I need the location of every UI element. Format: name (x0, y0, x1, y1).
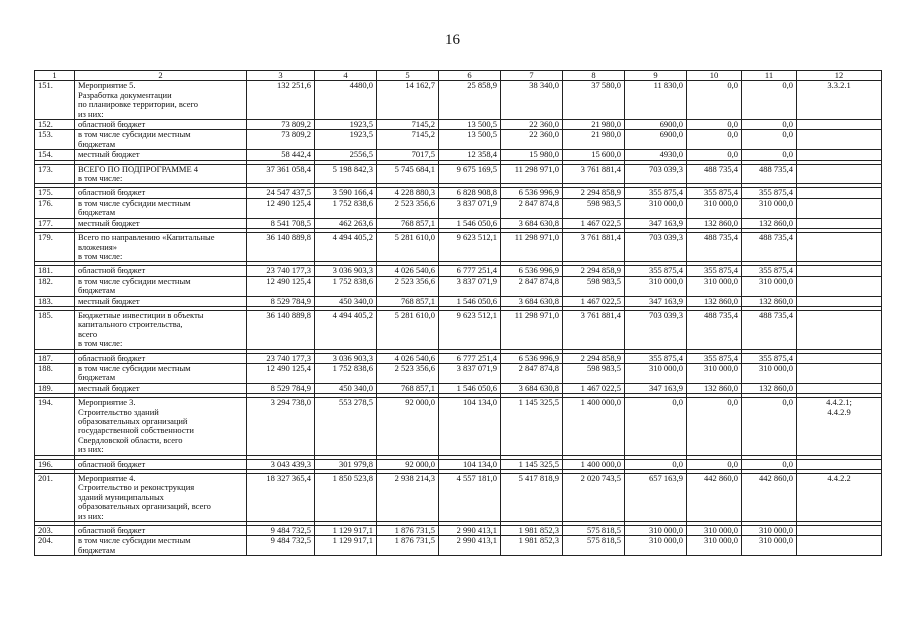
table-row (35, 164, 882, 184)
value-cell: 598 983,5 (563, 276, 625, 296)
value-cell: 3 043 439,3 (247, 459, 315, 469)
value-cell: 598 983,5 (563, 363, 625, 383)
value-cell: 132 860,0 (742, 383, 797, 393)
target-reference (797, 233, 882, 262)
value-cell: 488 735,4 (742, 164, 797, 184)
value-cell: 13 500,5 (439, 130, 501, 150)
value-cell: 575 818,5 (563, 526, 625, 536)
value-cell: 1 400 000,0 (563, 459, 625, 469)
row-number: 179. (35, 233, 75, 262)
value-cell: 2 990 413,1 (439, 536, 501, 556)
value-cell: 38 340,0 (501, 81, 563, 120)
value-cell: 347 163,9 (625, 218, 687, 228)
value-cell: 768 857,1 (377, 218, 439, 228)
value-cell: 13 500,5 (439, 120, 501, 130)
row-name: областной бюджет (75, 459, 247, 469)
value-cell: 15 600,0 (563, 150, 625, 160)
row-name: Всего по направлению «Капитальные вложения» в том числе: (75, 233, 247, 262)
table-row (35, 383, 882, 393)
row-name: областной бюджет (75, 353, 247, 363)
table-row (35, 536, 882, 556)
value-cell: 3 761 881,4 (563, 310, 625, 349)
row-number: 185. (35, 310, 75, 349)
value-cell: 3 036 903,3 (315, 353, 377, 363)
value-cell: 73 809,2 (247, 130, 315, 150)
table-row (35, 310, 882, 349)
value-cell: 2 847 874,8 (501, 276, 563, 296)
value-cell: 310 000,0 (742, 536, 797, 556)
value-cell: 2556,5 (315, 150, 377, 160)
value-cell: 9 484 732,5 (247, 526, 315, 536)
value-cell: 3 761 881,4 (563, 233, 625, 262)
value-cell: 1 752 838,6 (315, 198, 377, 218)
value-cell: 488 735,4 (742, 310, 797, 349)
column-header-7: 7 (501, 71, 563, 81)
value-cell: 355 875,4 (742, 353, 797, 363)
row-name: областной бюджет (75, 266, 247, 276)
value-cell: 73 809,2 (247, 120, 315, 130)
value-cell: 21 980,0 (563, 130, 625, 150)
table-row (35, 198, 882, 218)
value-cell: 310 000,0 (742, 363, 797, 383)
value-cell: 0,0 (742, 150, 797, 160)
table-row (35, 233, 882, 262)
value-cell: 488 735,4 (687, 233, 742, 262)
value-cell: 5 417 818,9 (501, 474, 563, 522)
value-cell: 310 000,0 (742, 526, 797, 536)
value-cell: 7145,2 (377, 130, 439, 150)
value-cell: 5 281 610,0 (377, 233, 439, 262)
value-cell: 2 020 743,5 (563, 474, 625, 522)
value-cell: 450 340,0 (315, 383, 377, 393)
value-cell: 6 777 251,4 (439, 266, 501, 276)
value-cell: 3 837 071,9 (439, 363, 501, 383)
target-reference (797, 363, 882, 383)
value-cell: 132 251,6 (247, 81, 315, 120)
column-header-10: 10 (687, 71, 742, 81)
table-row (35, 218, 882, 228)
column-number-row (35, 71, 882, 81)
value-cell: 3 294 738,0 (247, 398, 315, 455)
value-cell: 0,0 (742, 120, 797, 130)
row-name: местный бюджет (75, 383, 247, 393)
table-row (35, 120, 882, 130)
value-cell: 1 546 050,6 (439, 383, 501, 393)
value-cell: 0,0 (742, 130, 797, 150)
value-cell: 92 000,0 (377, 459, 439, 469)
target-reference (797, 536, 882, 556)
row-name: в том числе субсидии местным бюджетам (75, 276, 247, 296)
value-cell: 2 847 874,8 (501, 198, 563, 218)
value-cell: 3 684 630,8 (501, 218, 563, 228)
target-reference: 4.4.2.1; 4.4.2.9 (797, 398, 882, 455)
value-cell: 347 163,9 (625, 383, 687, 393)
row-number: 175. (35, 188, 75, 198)
value-cell: 1 467 022,5 (563, 296, 625, 306)
value-cell: 0,0 (742, 398, 797, 455)
target-reference (797, 526, 882, 536)
row-name: областной бюджет (75, 188, 247, 198)
table-row (35, 398, 882, 455)
table-row (35, 150, 882, 160)
value-cell: 2 294 858,9 (563, 188, 625, 198)
value-cell: 9 623 512,1 (439, 233, 501, 262)
value-cell: 553 278,5 (315, 398, 377, 455)
value-cell: 6 536 996,9 (501, 353, 563, 363)
value-cell: 310 000,0 (625, 276, 687, 296)
row-name: местный бюджет (75, 296, 247, 306)
value-cell: 310 000,0 (625, 363, 687, 383)
table-row (35, 296, 882, 306)
value-cell: 703 039,3 (625, 233, 687, 262)
value-cell: 3 590 166,4 (315, 188, 377, 198)
value-cell: 355 875,4 (687, 266, 742, 276)
value-cell: 1 752 838,6 (315, 363, 377, 383)
target-reference (797, 383, 882, 393)
row-number: 151. (35, 81, 75, 120)
row-number: 154. (35, 150, 75, 160)
value-cell: 58 442,4 (247, 150, 315, 160)
row-number: 173. (35, 164, 75, 184)
value-cell: 25 858,9 (439, 81, 501, 120)
value-cell: 1 752 838,6 (315, 276, 377, 296)
value-cell: 0,0 (625, 398, 687, 455)
table-row (35, 363, 882, 383)
value-cell: 310 000,0 (625, 198, 687, 218)
value-cell: 0,0 (625, 459, 687, 469)
value-cell: 310 000,0 (742, 276, 797, 296)
value-cell: 92 000,0 (377, 398, 439, 455)
target-reference (797, 150, 882, 160)
value-cell: 310 000,0 (687, 526, 742, 536)
value-cell: 1 850 523,8 (315, 474, 377, 522)
value-cell: 4 026 540,6 (377, 266, 439, 276)
value-cell: 0,0 (742, 459, 797, 469)
value-cell: 132 860,0 (687, 218, 742, 228)
value-cell: 442 860,0 (742, 474, 797, 522)
row-number: 181. (35, 266, 75, 276)
target-reference (797, 130, 882, 150)
row-name: Мероприятие 4. Строительство и реконструкция зданий муниципальных образовательных организаций, всего из них: (75, 474, 247, 522)
value-cell: 1 876 731,5 (377, 526, 439, 536)
value-cell: 9 623 512,1 (439, 310, 501, 349)
value-cell: 355 875,4 (625, 353, 687, 363)
value-cell: 37 580,0 (563, 81, 625, 120)
value-cell: 1 876 731,5 (377, 536, 439, 556)
value-cell: 12 358,4 (439, 150, 501, 160)
value-cell: 575 818,5 (563, 536, 625, 556)
value-cell: 442 860,0 (687, 474, 742, 522)
value-cell: 301 979,8 (315, 459, 377, 469)
page-number: 16 (445, 32, 460, 48)
target-reference (797, 296, 882, 306)
row-number: 189. (35, 383, 75, 393)
value-cell: 1 145 325,5 (501, 459, 563, 469)
value-cell: 2 294 858,9 (563, 266, 625, 276)
value-cell: 9 675 169,5 (439, 164, 501, 184)
value-cell: 3 761 881,4 (563, 164, 625, 184)
value-cell: 37 361 058,4 (247, 164, 315, 184)
column-header-9: 9 (625, 71, 687, 81)
value-cell: 5 745 684,1 (377, 164, 439, 184)
value-cell: 132 860,0 (742, 296, 797, 306)
value-cell: 488 735,4 (687, 310, 742, 349)
row-number: 203. (35, 526, 75, 536)
value-cell: 2 523 356,6 (377, 198, 439, 218)
target-reference (797, 459, 882, 469)
row-name: Мероприятие 5. Разработка документации по планировке территории, всего из них: (75, 81, 247, 120)
value-cell: 104 134,0 (439, 459, 501, 469)
table-row (35, 130, 882, 150)
table-row (35, 81, 882, 120)
value-cell: 1 981 852,3 (501, 526, 563, 536)
value-cell: 768 857,1 (377, 383, 439, 393)
target-reference (797, 266, 882, 276)
value-cell: 3 837 071,9 (439, 276, 501, 296)
value-cell: 4480,0 (315, 81, 377, 120)
value-cell: 2 938 214,3 (377, 474, 439, 522)
table-row (35, 526, 882, 536)
row-name: местный бюджет (75, 150, 247, 160)
value-cell: 488 735,4 (742, 233, 797, 262)
value-cell: 703 039,3 (625, 164, 687, 184)
value-cell: 4 557 181,0 (439, 474, 501, 522)
value-cell: 310 000,0 (687, 363, 742, 383)
value-cell: 355 875,4 (742, 188, 797, 198)
value-cell: 3 036 903,3 (315, 266, 377, 276)
column-header-5: 5 (377, 71, 439, 81)
value-cell: 11 830,0 (625, 81, 687, 120)
row-number: 196. (35, 459, 75, 469)
row-number: 188. (35, 363, 75, 383)
value-cell: 11 298 971,0 (501, 233, 563, 262)
value-cell: 1 400 000,0 (563, 398, 625, 455)
value-cell: 22 360,0 (501, 120, 563, 130)
table-row (35, 188, 882, 198)
row-name: Мероприятие 3. Строительство зданий образовательных организаций государственной собственности Свердловской области, всего из них: (75, 398, 247, 455)
value-cell: 598 983,5 (563, 198, 625, 218)
value-cell: 0,0 (687, 81, 742, 120)
row-number: 187. (35, 353, 75, 363)
value-cell: 310 000,0 (687, 276, 742, 296)
value-cell: 1 145 325,5 (501, 398, 563, 455)
value-cell: 2 523 356,6 (377, 276, 439, 296)
column-header-12: 12 (797, 71, 882, 81)
value-cell: 21 980,0 (563, 120, 625, 130)
value-cell: 12 490 125,4 (247, 363, 315, 383)
target-reference (797, 310, 882, 349)
value-cell: 310 000,0 (625, 536, 687, 556)
value-cell: 8 529 784,9 (247, 296, 315, 306)
value-cell: 8 529 784,9 (247, 383, 315, 393)
value-cell: 6900,0 (625, 130, 687, 150)
value-cell: 4 026 540,6 (377, 353, 439, 363)
value-cell: 0,0 (687, 150, 742, 160)
column-header-4: 4 (315, 71, 377, 81)
value-cell: 15 980,0 (501, 150, 563, 160)
value-cell: 3 837 071,9 (439, 198, 501, 218)
target-reference (797, 188, 882, 198)
value-cell: 6 777 251,4 (439, 353, 501, 363)
row-name: Бюджетные инвестиции в объекты капитального строительства, всего в том числе: (75, 310, 247, 349)
row-number: 183. (35, 296, 75, 306)
value-cell: 0,0 (687, 459, 742, 469)
value-cell: 1 546 050,6 (439, 296, 501, 306)
table-row (35, 459, 882, 469)
table-row (35, 266, 882, 276)
column-header-1: 1 (35, 71, 75, 81)
budget-table (34, 70, 882, 556)
value-cell: 703 039,3 (625, 310, 687, 349)
value-cell: 6 536 996,9 (501, 266, 563, 276)
row-name: областной бюджет (75, 120, 247, 130)
row-name: в том числе субсидии местным бюджетам (75, 130, 247, 150)
value-cell: 3 684 630,8 (501, 383, 563, 393)
column-header-8: 8 (563, 71, 625, 81)
target-reference (797, 198, 882, 218)
value-cell: 3 684 630,8 (501, 296, 563, 306)
value-cell: 4930,0 (625, 150, 687, 160)
value-cell: 14 162,7 (377, 81, 439, 120)
value-cell: 310 000,0 (625, 526, 687, 536)
value-cell: 4 228 880,3 (377, 188, 439, 198)
value-cell: 24 547 437,5 (247, 188, 315, 198)
value-cell: 1 129 917,1 (315, 526, 377, 536)
value-cell: 12 490 125,4 (247, 276, 315, 296)
row-number: 182. (35, 276, 75, 296)
table-row (35, 353, 882, 363)
row-name: местный бюджет (75, 218, 247, 228)
value-cell: 132 860,0 (687, 383, 742, 393)
value-cell: 4 494 405,2 (315, 310, 377, 349)
value-cell: 0,0 (742, 81, 797, 120)
value-cell: 2 847 874,8 (501, 363, 563, 383)
value-cell: 6 536 996,9 (501, 188, 563, 198)
value-cell: 11 298 971,0 (501, 164, 563, 184)
value-cell: 1 546 050,6 (439, 218, 501, 228)
value-cell: 1 467 022,5 (563, 218, 625, 228)
value-cell: 4 494 405,2 (315, 233, 377, 262)
value-cell: 104 134,0 (439, 398, 501, 455)
column-header-3: 3 (247, 71, 315, 81)
value-cell: 450 340,0 (315, 296, 377, 306)
row-number: 204. (35, 536, 75, 556)
value-cell: 355 875,4 (742, 266, 797, 276)
value-cell: 36 140 889,8 (247, 310, 315, 349)
value-cell: 23 740 177,3 (247, 353, 315, 363)
target-reference (797, 120, 882, 130)
row-number: 201. (35, 474, 75, 522)
value-cell: 2 523 356,6 (377, 363, 439, 383)
table-header (35, 71, 882, 81)
value-cell: 2 990 413,1 (439, 526, 501, 536)
value-cell: 310 000,0 (687, 536, 742, 556)
value-cell: 23 740 177,3 (247, 266, 315, 276)
row-number: 176. (35, 198, 75, 218)
target-reference: 4.4.2.2 (797, 474, 882, 522)
table-body (35, 81, 882, 556)
value-cell: 0,0 (687, 120, 742, 130)
value-cell: 355 875,4 (625, 266, 687, 276)
column-header-11: 11 (742, 71, 797, 81)
value-cell: 355 875,4 (687, 353, 742, 363)
value-cell: 355 875,4 (625, 188, 687, 198)
value-cell: 657 163,9 (625, 474, 687, 522)
value-cell: 768 857,1 (377, 296, 439, 306)
value-cell: 11 298 971,0 (501, 310, 563, 349)
target-reference (797, 353, 882, 363)
value-cell: 5 198 842,3 (315, 164, 377, 184)
value-cell: 2 294 858,9 (563, 353, 625, 363)
value-cell: 9 484 732,5 (247, 536, 315, 556)
row-number: 153. (35, 130, 75, 150)
value-cell: 132 860,0 (687, 296, 742, 306)
value-cell: 1 129 917,1 (315, 536, 377, 556)
value-cell: 6900,0 (625, 120, 687, 130)
value-cell: 310 000,0 (687, 198, 742, 218)
value-cell: 310 000,0 (742, 198, 797, 218)
target-reference: 3.3.2.1 (797, 81, 882, 120)
value-cell: 488 735,4 (687, 164, 742, 184)
row-name: в том числе субсидии местным бюджетам (75, 536, 247, 556)
table-row (35, 276, 882, 296)
value-cell: 7017,5 (377, 150, 439, 160)
row-name: в том числе субсидии местным бюджетам (75, 198, 247, 218)
value-cell: 12 490 125,4 (247, 198, 315, 218)
value-cell: 36 140 889,8 (247, 233, 315, 262)
target-reference (797, 218, 882, 228)
value-cell: 1923,5 (315, 120, 377, 130)
row-name: областной бюджет (75, 526, 247, 536)
row-number: 194. (35, 398, 75, 455)
value-cell: 347 163,9 (625, 296, 687, 306)
table-row (35, 474, 882, 522)
value-cell: 5 281 610,0 (377, 310, 439, 349)
value-cell: 0,0 (687, 130, 742, 150)
value-cell: 0,0 (687, 398, 742, 455)
target-reference (797, 276, 882, 296)
row-number: 152. (35, 120, 75, 130)
value-cell: 1 467 022,5 (563, 383, 625, 393)
column-header-6: 6 (439, 71, 501, 81)
target-reference (797, 164, 882, 184)
row-number: 177. (35, 218, 75, 228)
value-cell: 462 263,6 (315, 218, 377, 228)
value-cell: 8 541 708,5 (247, 218, 315, 228)
row-name: в том числе субсидии местным бюджетам (75, 363, 247, 383)
value-cell: 7145,2 (377, 120, 439, 130)
column-header-2: 2 (75, 71, 247, 81)
value-cell: 132 860,0 (742, 218, 797, 228)
value-cell: 18 327 365,4 (247, 474, 315, 522)
value-cell: 1923,5 (315, 130, 377, 150)
value-cell: 22 360,0 (501, 130, 563, 150)
value-cell: 1 981 852,3 (501, 536, 563, 556)
value-cell: 355 875,4 (687, 188, 742, 198)
row-name: ВСЕГО ПО ПОДПРОГРАММЕ 4 в том числе: (75, 164, 247, 184)
value-cell: 6 828 908,8 (439, 188, 501, 198)
